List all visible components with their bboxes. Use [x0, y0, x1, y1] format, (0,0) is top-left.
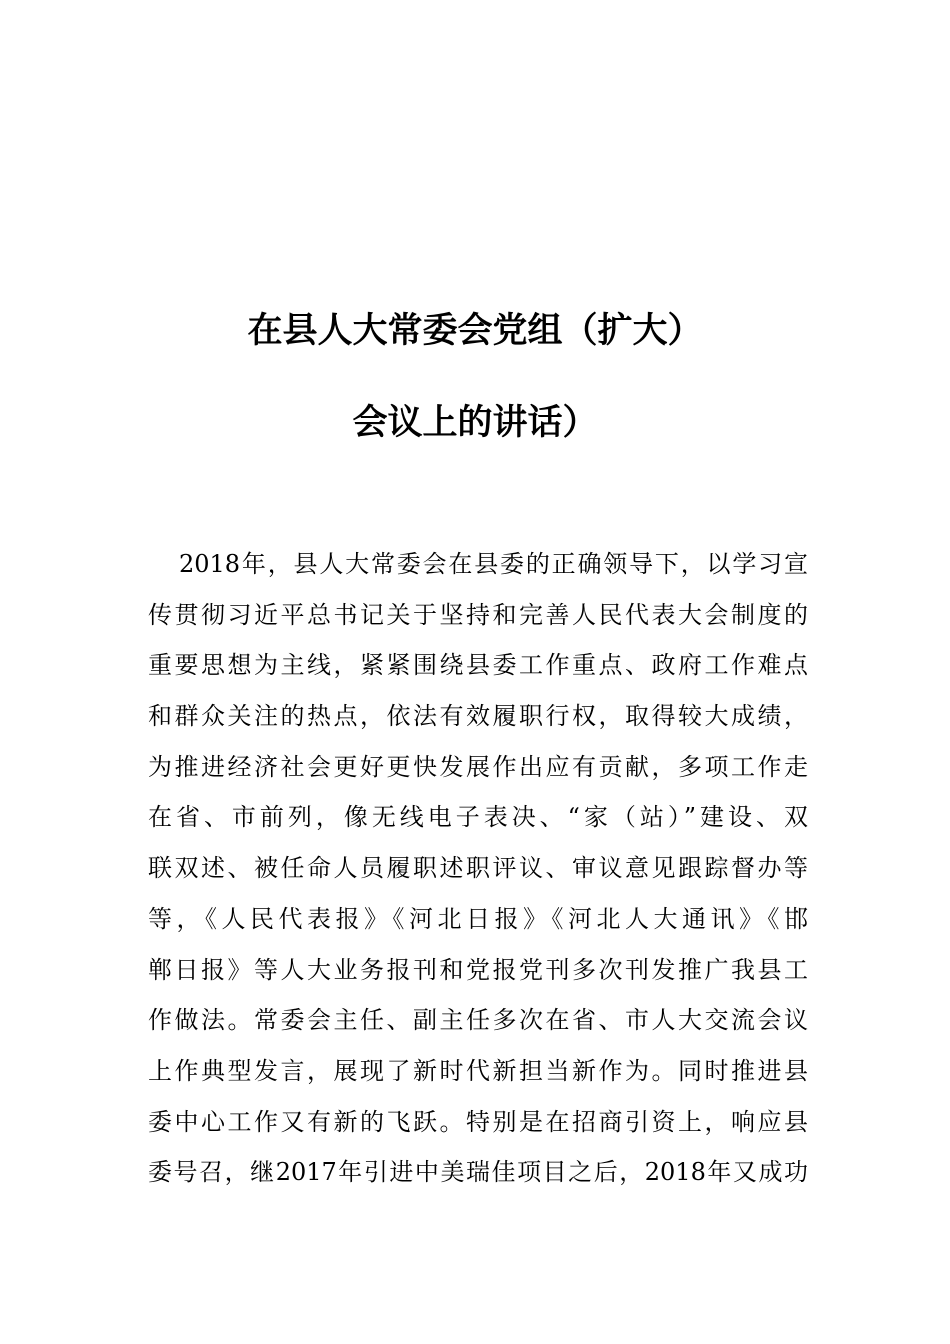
body-paragraph [148, 539, 808, 1198]
paragraph-line: 传贯彻习近平总书记关于坚持和完善人民代表大会制度的 [148, 600, 808, 629]
paragraph-line: 在省、市前列，像无线电子表决、“家（站）”建设、双 [148, 803, 808, 832]
paragraph-line: 和群众关注的热点，依法有效履职行权，取得较大成绩， [148, 702, 808, 731]
paragraph-line: 为推进经济社会更好更快发展作出应有贡献，多项工作走 [148, 752, 808, 781]
paragraph-line: 郸日报》等人大业务报刊和党报党刊多次刊发推广我县工 [148, 955, 808, 984]
page-title-line-1: 在县人大常委会党组（扩大） [247, 310, 703, 351]
paragraph-line: 委号召，继2017年引进中美瑞佳项目之后，2018年又成功 [148, 1158, 808, 1187]
page-title-line-2: 会议上的讲话） [352, 402, 598, 443]
paragraph-line: 委中心工作又有新的飞跃。特别是在招商引资上，响应县 [148, 1107, 808, 1136]
paragraph-line: 作做法。常委会主任、副主任多次在省、市人大交流会议 [148, 1006, 808, 1035]
paragraph-line: 2018年，县人大常委会在县委的正确领导下，以学习宣 [179, 550, 808, 578]
paragraph-line: 上作典型发言，展现了新时代新担当新作为。同时推进县 [148, 1056, 808, 1085]
paragraph-line: 联双述、被任命人员履职述职评议、审议意见跟踪督办等 [148, 854, 808, 883]
paragraph-line: 等，《人民代表报》《河北日报》《河北人大通讯》《邯 [148, 904, 808, 933]
paragraph-line: 重要思想为主线，紧紧围绕县委工作重点、政府工作难点 [148, 651, 808, 680]
